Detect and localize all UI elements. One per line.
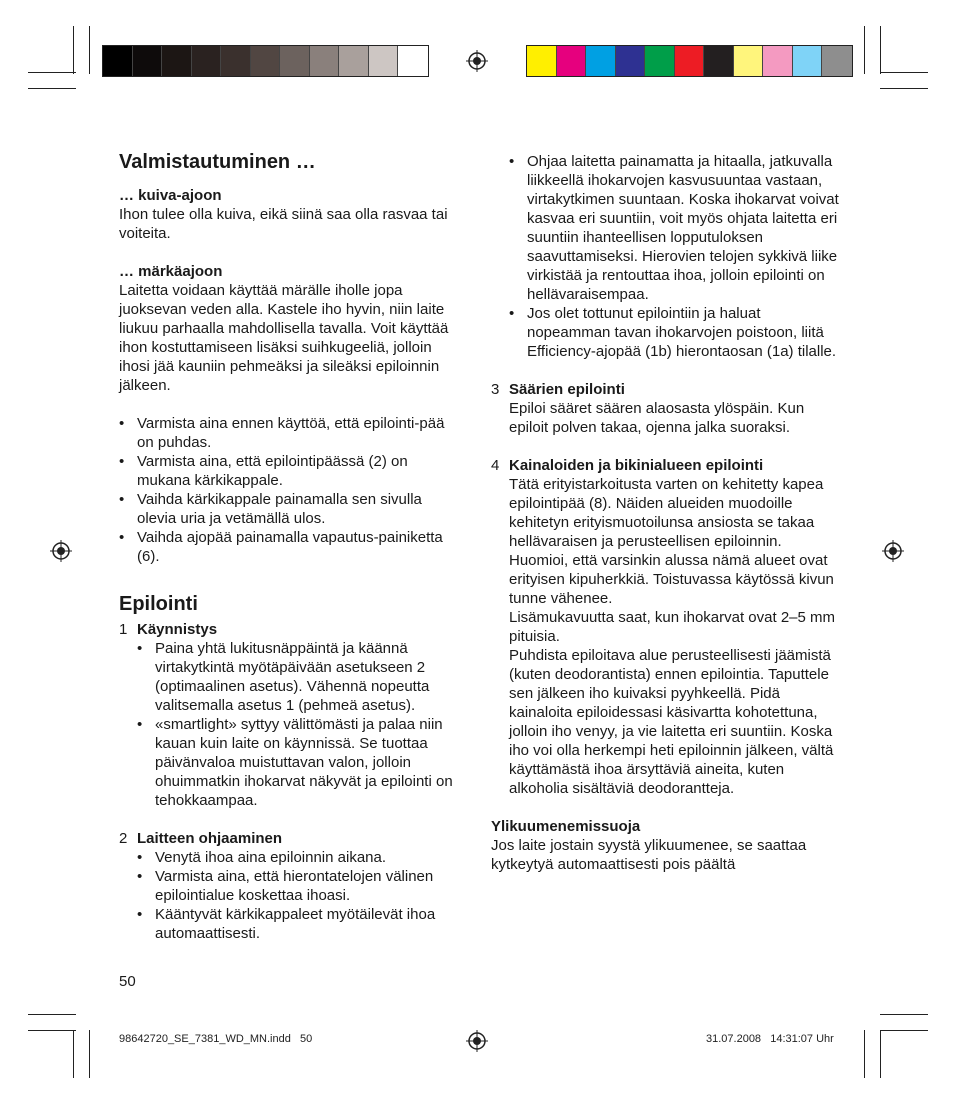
wet-use-text: Laitetta voidaan käyttää märälle iholle jopa juoksevan veden alla. Kastele iho hyvin, niin laite liukuu parhaalla mahdollisella tavalla. Voit käyttää ihon kostuttamiseen lisäksi suihkugeeliä, jolloin ihosi jää kauniin pehmeäksi ja sileäksi epiloinnin jälkeen.: [119, 282, 449, 394]
color-swatch: [133, 46, 163, 76]
step-number: 3: [491, 381, 500, 398]
step-title: Laitteen ohjaaminen: [137, 830, 283, 847]
step-number: 2: [119, 830, 128, 847]
step-1: [119, 620, 464, 810]
crop-mark: [880, 1030, 928, 1031]
step-number: 1: [119, 621, 128, 638]
color-swatch: [793, 46, 823, 76]
crop-mark: [28, 72, 76, 73]
step-title: Säärien epilointi: [509, 381, 625, 398]
color-swatch: [616, 46, 646, 76]
step-text: Lisämukavuutta saat, kun ihokarvat ovat 2–5 mm pituisia.: [509, 609, 836, 645]
color-swatch: [675, 46, 705, 76]
list-item: • «smartlight» syttyy välittömästi ja palaa niin kauan kuin laite on käynnissä. Se tuottaa päivänvaloa muistuttavan valon, jolloin ohuimmatkin ihokarvat näkyvät ja epilointi on tehokkaampaa.: [137, 715, 464, 810]
list-item: • Vaihda kärkikappale painamalla sen sivulla olevia uria ja vetämällä ulos.: [119, 490, 464, 528]
crop-mark: [73, 26, 74, 74]
step-text: Epiloi sääret säären alaosasta ylöspäin. Kun epiloit polven takaa, ojenna jalka suoraksi.: [509, 400, 805, 436]
color-swatch: [369, 46, 399, 76]
crop-mark: [880, 1014, 928, 1015]
crop-mark: [864, 1030, 865, 1078]
color-swatch: [162, 46, 192, 76]
step-text: Puhdista epiloitava alue perusteellisesti jäämistä (kuten deodorantista) ennen epilointia. Taputtele sen jälkeen iho kuivaksi pyyhkeellä. Pidä kainaloita epiloidessasi käsivartta kohotettuna, jolloin iho venyy, ja vie laitetta eri suuntiin. Koska iho voi olla herkempi heti epiloinnin jälkeen, vältä käyttämästä ihoa ärsyttäviä aineita, kuten alkoholia sisältäviä deodorantteja.: [509, 647, 834, 797]
crop-mark: [880, 1030, 881, 1078]
preparation-list: [119, 414, 464, 566]
list-item: • Ohjaa laitetta painamatta ja hitaalla, jatkuvalla liikkeellä ihokarvojen kasvusuuntaa vastaan, virtakytkimen suuntaan. Koska ihokarvat voivat kasvaa eri suuntiin, voit myös ohjata laitetta eri suuntiin ihanteellisen lopputuloksen saavuttamiseksi. Hierovien telojen sykkivä liike virkistää ja rentouttaa ihoa, jolloin epilointi on hellävaraisempaa.: [509, 152, 841, 304]
crop-mark: [28, 88, 76, 89]
list-item: • Venytä ihoa aina epiloinnin aikana.: [137, 848, 464, 867]
right-column: [491, 152, 841, 874]
crop-mark: [73, 1030, 74, 1078]
color-swatch: [734, 46, 764, 76]
footer-timestamp: 31.07.2008 14:31:07 Uhr: [706, 1033, 834, 1045]
color-swatch: [398, 46, 428, 76]
color-swatch: [557, 46, 587, 76]
registration-mark-icon: [466, 50, 488, 72]
crop-mark: [864, 26, 865, 74]
step-4: [491, 456, 841, 798]
crop-mark: [89, 1030, 90, 1078]
crop-mark: [28, 1030, 76, 1031]
color-swatch: [310, 46, 340, 76]
guidance-list: [491, 152, 841, 361]
footer-filename: 98642720_SE_7381_WD_MN.indd 50: [119, 1033, 313, 1045]
color-swatch: [103, 46, 133, 76]
left-column: [119, 150, 464, 943]
step-title: Käynnistys: [137, 621, 218, 638]
color-swatch: [221, 46, 251, 76]
crop-mark: [880, 26, 881, 74]
color-swatch: [280, 46, 310, 76]
section-title-epilation: Epilointi: [119, 593, 198, 615]
color-swatch: [704, 46, 734, 76]
section-title-preparation: Valmistautuminen …: [119, 151, 316, 173]
step-text: Tätä erityistarkoitusta varten on kehitetty kapea epilointipää (8). Näiden alueiden muodoille kehitetyn erityismuotoilunsa ansiosta se takaa hellävaraisen ja perusteellisen epiloinnin.: [509, 476, 824, 550]
color-swatch: [822, 46, 852, 76]
page-number: 50: [119, 973, 136, 990]
list-item: • Kääntyvät kärkikappaleet myötäilevät ihoa automaattisesti.: [137, 905, 464, 943]
list-item: • Jos olet tottunut epilointiin ja haluat nopeamman tavan ihokarvojen poistoon, liitä Efficiency-ajopää (1b) hierontaosan (1a) tilalle.: [509, 304, 841, 361]
color-swatch: [645, 46, 675, 76]
color-bar: [526, 45, 853, 77]
step-number: 4: [491, 457, 500, 474]
list-item: • Paina yhtä lukitusnäppäintä ja käännä virtakytkintä myötäpäivään asetukseen 2 (optimaalinen asetus). Vähennä nopeutta valitsemalla asetus 1 (pehmeä asetus).: [137, 639, 464, 715]
grayscale-bar: [102, 45, 429, 77]
color-swatch: [339, 46, 369, 76]
wet-use-heading: … märkäajoon: [119, 263, 223, 280]
list-item: • Varmista aina, että hierontatelojen välinen epilointialue koskettaa ihoasi.: [137, 867, 464, 905]
registration-mark-icon: [50, 540, 72, 562]
registration-mark-icon: [466, 1030, 488, 1052]
color-swatch: [763, 46, 793, 76]
color-swatch: [586, 46, 616, 76]
dry-use-heading: … kuiva-ajoon: [119, 187, 222, 204]
registration-mark-icon: [882, 540, 904, 562]
crop-mark: [880, 72, 928, 73]
color-swatch: [192, 46, 222, 76]
step-title: Kainaloiden ja bikinialueen epilointi: [509, 457, 764, 474]
overheat-heading: Ylikuumenemissuoja: [491, 818, 641, 835]
dry-use-text: Ihon tulee olla kuiva, eikä siinä saa olla rasvaa tai voiteita.: [119, 206, 448, 242]
color-swatch: [251, 46, 281, 76]
step-2: [119, 829, 464, 943]
color-swatch: [527, 46, 557, 76]
list-item: • Varmista aina ennen käyttöä, että epilointi-pää on puhdas.: [119, 414, 464, 452]
crop-mark: [880, 88, 928, 89]
step-text: Huomioi, että varsinkin alussa nämä alueet ovat erityisen kipuherkkiä. Toistuvassa käytössä kivun tunne vähenee.: [509, 552, 834, 607]
step-3: [491, 380, 841, 437]
list-item: • Varmista aina, että epilointipäässä (2) on mukana kärkikappale.: [119, 452, 464, 490]
overheat-text: Jos laite jostain syystä ylikuumenee, se saattaa kytkeytyä automaattisesti pois päältä: [491, 837, 807, 873]
list-item: • Vaihda ajopää painamalla vapautus-painiketta (6).: [119, 528, 464, 566]
crop-mark: [28, 1014, 76, 1015]
crop-mark: [89, 26, 90, 74]
